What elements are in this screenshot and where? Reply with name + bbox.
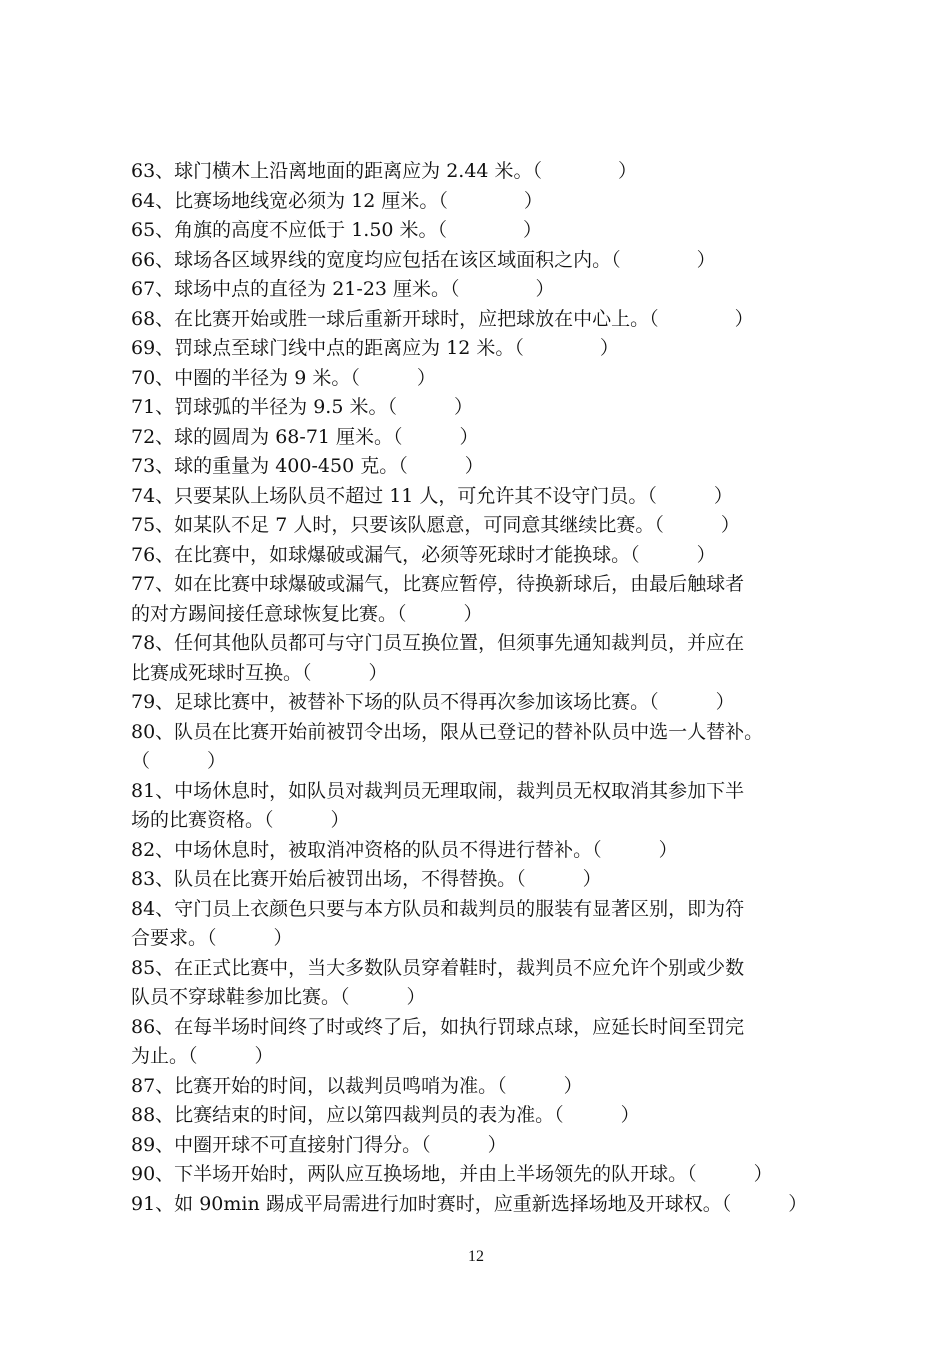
question-item-71 — [131, 393, 831, 423]
question-text-line: 64、比赛场地线宽必须为 12 厘米。（ ） — [131, 189, 543, 212]
question-text-line: 77、如在比赛中球爆破或漏气，比赛应暂停，待换新球后，由最后触球者 — [131, 573, 745, 595]
question-text-line: 合要求。（ ） — [131, 927, 293, 949]
question-item-80 — [131, 718, 831, 777]
question-list — [131, 157, 831, 1219]
question-item-75 — [131, 511, 831, 541]
question-text-line: 66、球场各区域界线的宽度均应包括在该区域面积之内。（ ） — [131, 248, 716, 271]
question-text-line: 85、在正式比赛中，当大多数队员穿着鞋时，裁判员不应允许个别或少数 — [131, 956, 745, 979]
question-item-65 — [131, 216, 831, 246]
question-text-line: 队员不穿球鞋参加比赛。（ ） — [131, 986, 426, 1008]
question-text-line: 90、下半场开始时，两队应互换场地，并由上半场领先的队开球。（ ） — [131, 1163, 773, 1185]
question-item-87 — [131, 1072, 831, 1102]
question-text-line: 比赛成死球时互换。（ ） — [131, 661, 388, 684]
question-text-line: 88、比赛结束的时间，应以第四裁判员的表为准。（ ） — [131, 1104, 640, 1126]
question-text-line: 78、任何其他队员都可与守门员互换位置，但须事先通知裁判员，并应在 — [131, 632, 745, 654]
question-text-line: 87、比赛开始的时间，以裁判员鸣哨为准。（ ） — [131, 1074, 583, 1097]
question-text-line: 63、球门横木上沿离地面的距离应为 2.44 米。（ ） — [131, 160, 638, 182]
question-text-line: 68、在比赛开始或胜一球后重新开球时，应把球放在中心上。（ ） — [131, 307, 754, 330]
question-text-line: 81、中场休息时，如队员对裁判员无理取闹，裁判员无权取消其参加下半 — [131, 779, 745, 802]
question-item-89 — [131, 1131, 831, 1161]
question-text-line: 82、中场休息时，被取消冲资格的队员不得进行替补。（ ） — [131, 838, 678, 861]
question-item-79 — [131, 688, 831, 718]
question-item-83 — [131, 865, 831, 895]
question-text-line: 75、如某队不足 7 人时，只要该队愿意，可同意其继续比赛。（ ） — [131, 514, 740, 536]
question-text-line: 83、队员在比赛开始后被罚出场，不得替换。（ ） — [131, 868, 602, 890]
question-text-line: 为止。（ ） — [131, 1045, 274, 1067]
question-text-line: 74、只要某队上场队员不超过 11 人，可允许其不设守门员。（ ） — [131, 484, 733, 507]
question-text-line: 84、守门员上衣颜色只要与本方队员和裁判员的服装有显著区别，即为符 — [131, 897, 745, 920]
question-text-line: 76、在比赛中，如球爆破或漏气，必须等死球时才能换球。（ ） — [131, 543, 716, 566]
question-item-91 — [131, 1190, 831, 1220]
question-item-85 — [131, 954, 831, 1013]
question-item-86 — [131, 1013, 831, 1072]
question-item-84 — [131, 895, 831, 954]
question-item-88 — [131, 1101, 831, 1131]
question-item-66 — [131, 246, 831, 276]
question-item-63 — [131, 157, 831, 187]
question-item-68 — [131, 305, 831, 335]
question-text-line: 79、足球比赛中，被替补下场的队员不得再次参加该场比赛。（ ） — [131, 691, 735, 713]
question-item-69 — [131, 334, 831, 364]
question-text-line: 69、罚球点至球门线中点的距离应为 12 米。（ ） — [131, 337, 619, 359]
question-text-line: 71、罚球弧的半径为 9.5 米。（ ） — [131, 396, 473, 418]
question-item-76 — [131, 541, 831, 571]
question-item-74 — [131, 482, 831, 512]
question-item-72 — [131, 423, 831, 453]
question-item-77 — [131, 570, 831, 629]
question-item-64 — [131, 187, 831, 217]
question-item-81 — [131, 777, 831, 836]
question-text-line: 的对方踢间接任意球恢复比赛。（ ） — [131, 602, 483, 625]
page-number: 12 — [468, 1248, 484, 1265]
question-item-70 — [131, 364, 831, 394]
question-text-line: 65、角旗的高度不应低于 1.50 米。（ ） — [131, 219, 543, 241]
question-item-90 — [131, 1160, 831, 1190]
question-item-73 — [131, 452, 831, 482]
question-item-78 — [131, 629, 831, 688]
question-text-line: （ ） — [131, 750, 227, 772]
question-item-67 — [131, 275, 831, 305]
question-text-line: 86、在每半场时间终了时或终了后，如执行罚球点球，应延长时间至罚完 — [131, 1015, 745, 1038]
question-text-line: 80、队员在比赛开始前被罚令出场，限从已登记的替补队员中选一人替补。 — [131, 720, 764, 743]
question-text-line: 场的比赛资格。（ ） — [131, 809, 350, 831]
question-text-line: 89、中圈开球不可直接射门得分。（ ） — [131, 1133, 507, 1156]
question-text-line: 70、中圈的半径为 9 米。（ ） — [131, 366, 436, 389]
question-text-line: 91、如 90min 踢成平局需进行加时赛时，应重新选择场地及开球权。（ ） — [131, 1192, 808, 1215]
question-item-82 — [131, 836, 831, 866]
question-text-line: 73、球的重量为 400-450 克。（ ） — [131, 455, 484, 477]
question-text-line: 67、球场中点的直径为 21-23 厘米。（ ） — [131, 278, 555, 300]
question-text-line: 72、球的圆周为 68-71 厘米。（ ） — [131, 425, 479, 448]
